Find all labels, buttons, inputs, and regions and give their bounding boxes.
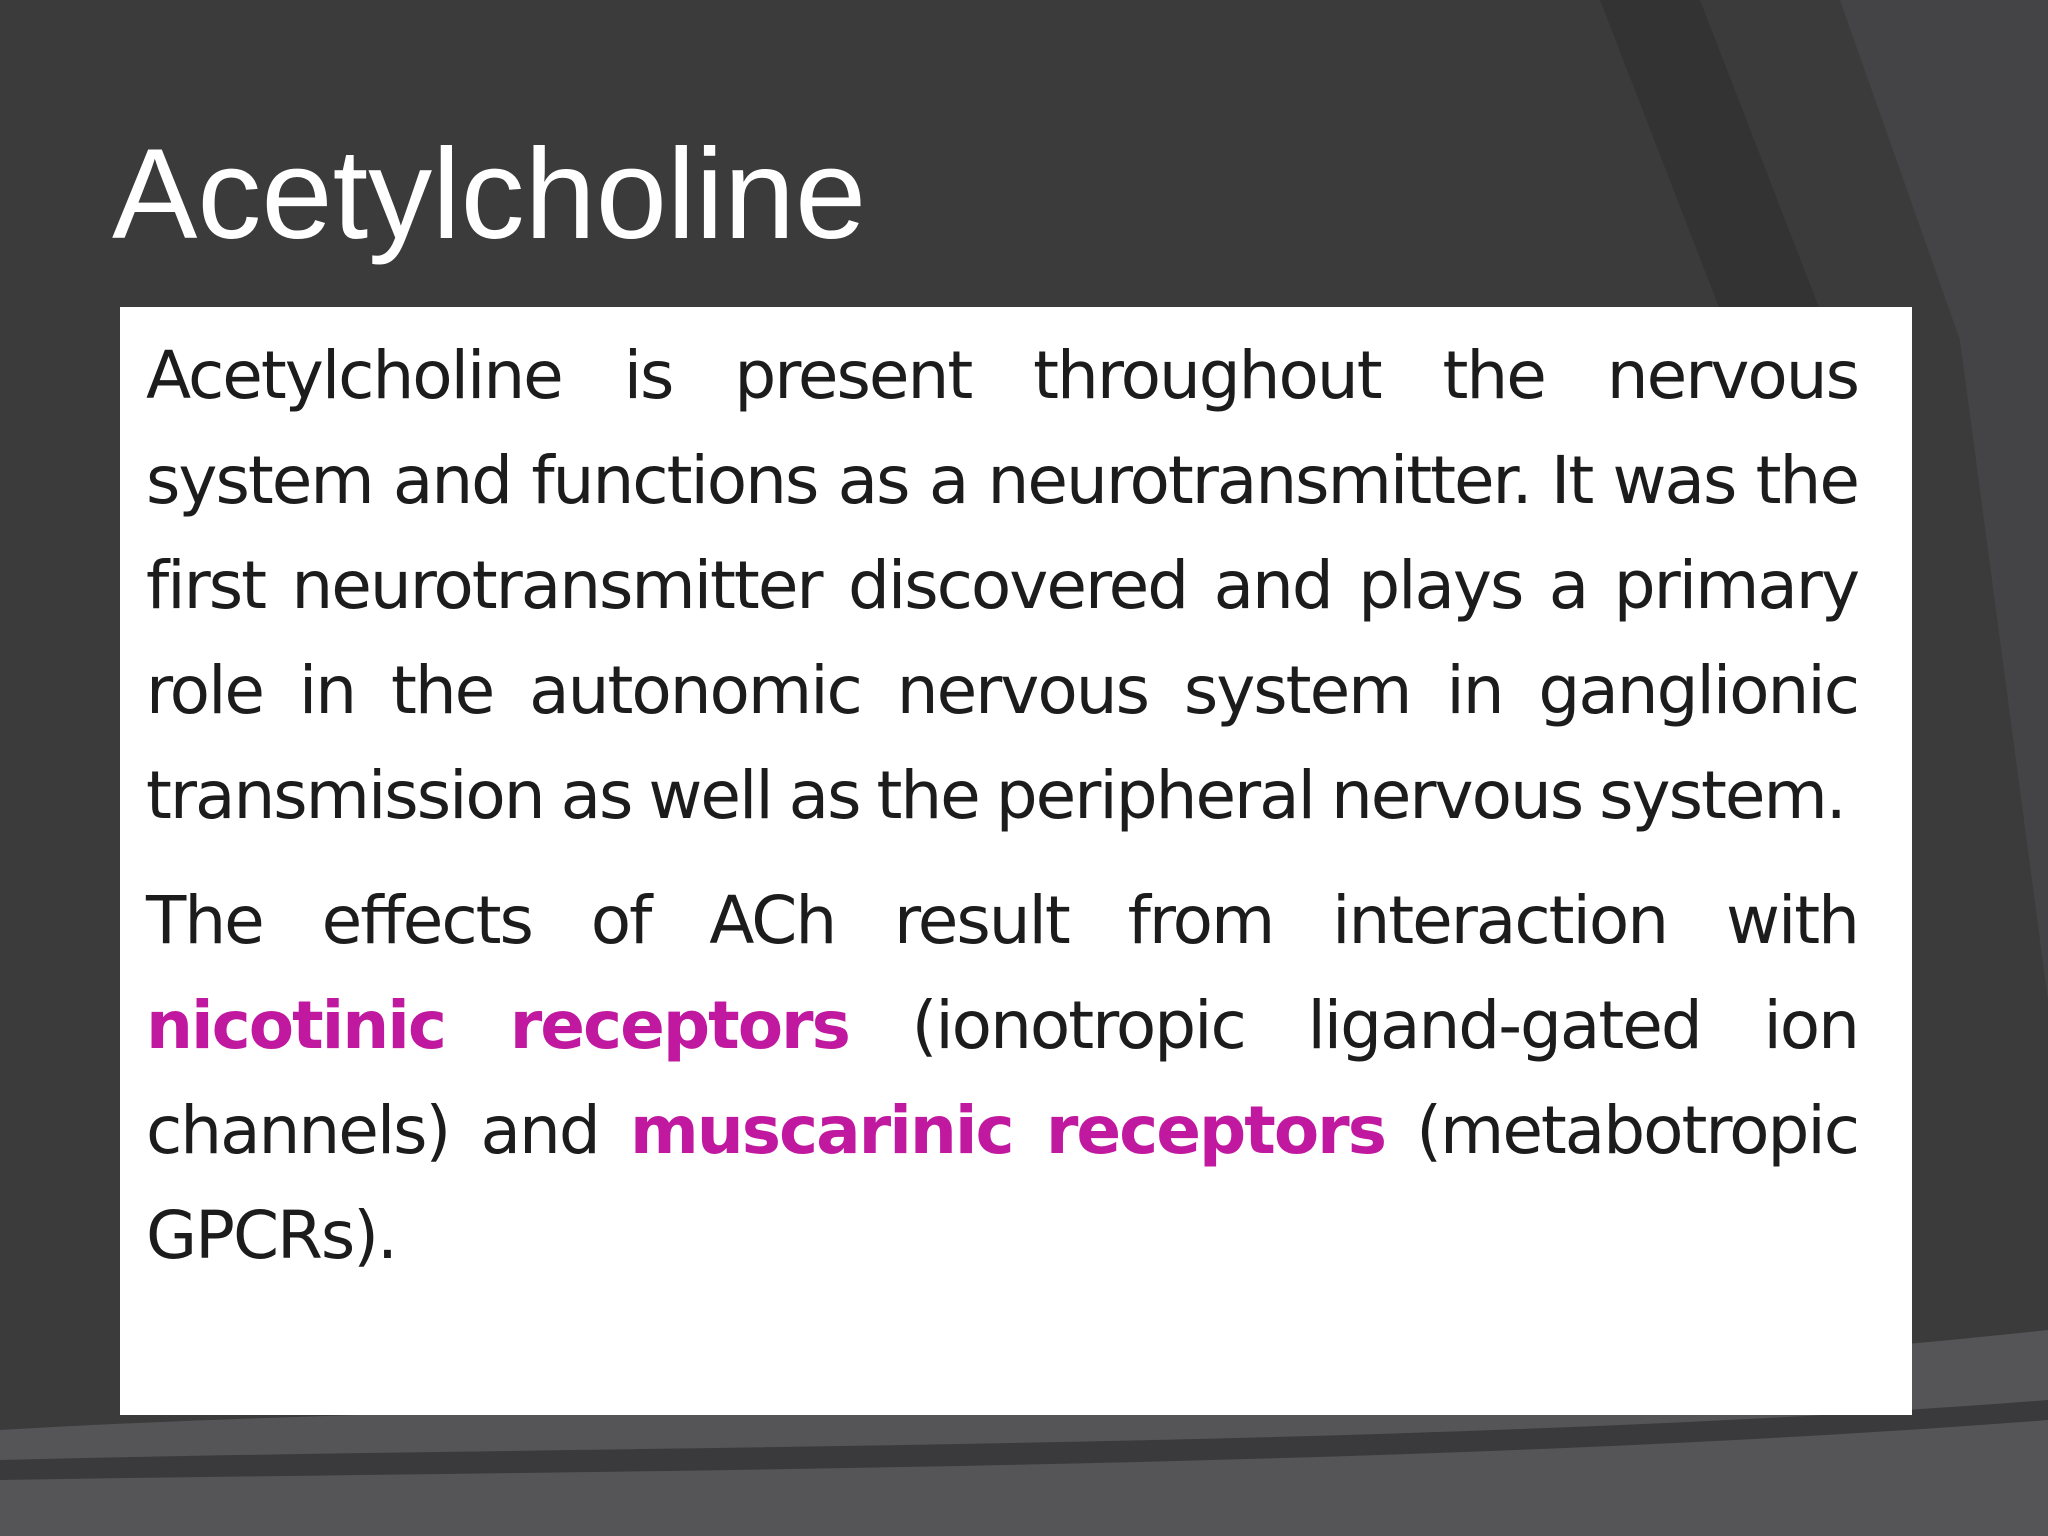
paragraph-receptors-text-2: (ionotropic ligand-gated ion channels) and (146, 987, 1858, 1169)
paragraph-receptors-text-3: (metabotropic GPCRs). (146, 1092, 1858, 1274)
paragraph-intro: Acetylcholine is present throughout the nervous system and functions as a neurotransmitter. It was the first neurotransmitter discovered and plays a primary role in the autonomic nervous system in ganglionic transmission as well as the peripheral nervous system. (146, 337, 1858, 834)
background-band-top-right (1600, 0, 1820, 310)
highlight-muscarinic-receptors: muscarinic receptors (629, 1092, 1386, 1169)
paragraph-receptors-text-1: The effects of ACh result from interaction with (146, 882, 1858, 959)
highlight-nicotinic-receptors: nicotinic receptors (146, 987, 849, 1064)
paragraph-receptors (146, 868, 1858, 1288)
slide-title: Acetylcholine (112, 123, 867, 266)
content-box (120, 307, 1912, 1415)
